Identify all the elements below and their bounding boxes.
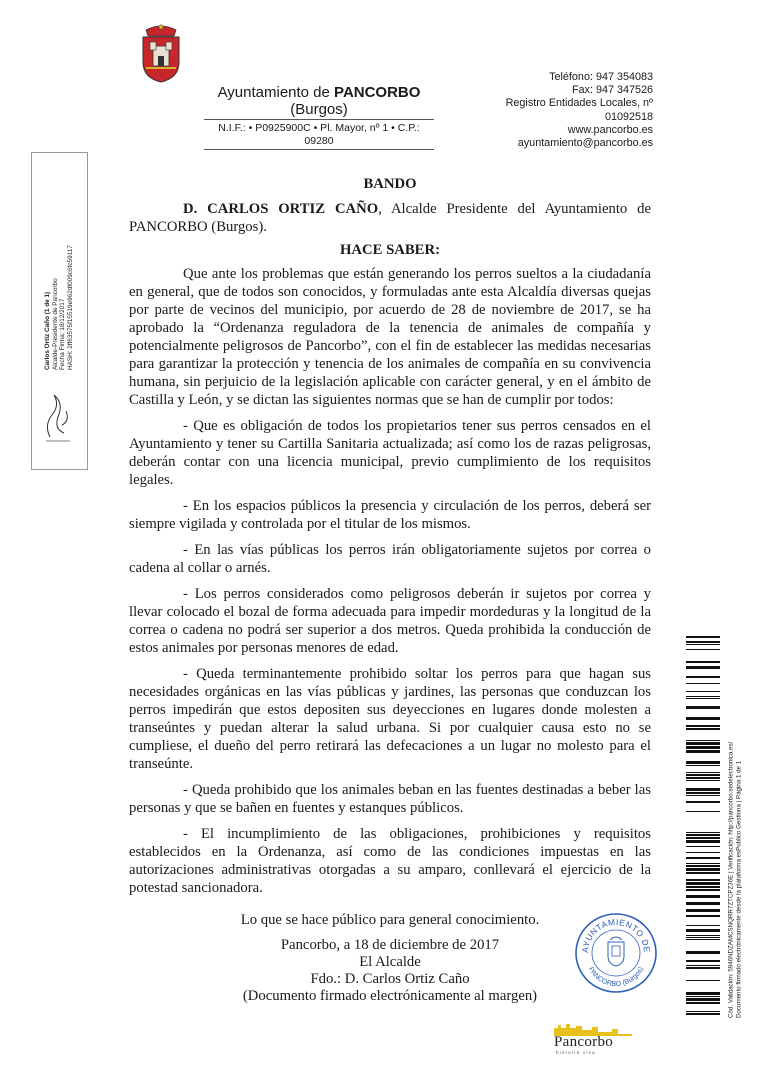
stamp-bottom-text: PANCORBO (Burgos) — [586, 966, 646, 989]
barcode-bar — [686, 902, 720, 905]
official-stamp-icon — [574, 912, 658, 994]
footer-logo-word: Pancorbo — [554, 1034, 614, 1050]
coat-of-arms-icon — [138, 22, 184, 84]
barcode-bar — [686, 937, 720, 938]
document-rule: - Queda prohibido que los animales beban en las fuentes destinadas a beber las personas y que se bañen en fuentes y estanques públicos. — [129, 782, 651, 816]
contact-email: ayuntamiento@pancorbo.es — [517, 137, 653, 150]
barcode-bar — [686, 683, 720, 684]
barcode-bar — [686, 879, 720, 881]
barcode-bar — [686, 649, 720, 650]
barcode-bar — [686, 840, 720, 843]
barcode-bar — [686, 696, 720, 697]
organization-name: Ayuntamiento de PANCORBO — [217, 84, 421, 101]
contact-website: www.pancorbo.es — [567, 123, 653, 136]
barcode-icon — [686, 636, 720, 1018]
barcode-bar — [686, 992, 720, 995]
barcode-bar — [686, 951, 720, 954]
barcode-bar — [686, 939, 720, 940]
barcode-bar — [686, 788, 720, 791]
barcode-bar — [686, 868, 720, 871]
document-rule: - En los espacios públicos la presencia y circulación de los perros, deberá ser siempre vigilada y controlada por el titular de los mismos. — [129, 498, 651, 532]
barcode-bar — [686, 772, 720, 773]
verification-line-2: Documento firmado electrónicamente desde la plataforma esPublico Gestiona | Página 1 de 1 — [735, 760, 742, 1018]
barcode-bar — [686, 872, 720, 874]
barcode-bar — [686, 774, 720, 776]
stamp-top-text: AYUNTAMIENTO DE — [579, 916, 653, 954]
barcode-bar — [686, 777, 720, 779]
svg-text:PANCORBO (Burgos) — [587, 966, 645, 988]
barcode-bar — [686, 998, 720, 1001]
barcode-bar — [686, 780, 720, 781]
document-rule: - El incumplimiento de las obligaciones, prohibiciones y requisitos establecidos en la Ordenanza, así como de las condiciones impuestas en las autorizaciones administrativas otorgadas a su amparo, conllevará el ejercicio de la potestad sancionadora. — [129, 826, 651, 896]
barcode-bar — [686, 636, 720, 638]
header-organization — [204, 84, 434, 150]
document-signoff — [129, 937, 651, 1005]
barcode-bar — [686, 765, 720, 766]
barcode-bar — [686, 960, 720, 962]
barcode-bar — [686, 641, 720, 643]
signature-hash: HASH: 2ff63575f15519e962df009c6fc59117 — [66, 245, 74, 370]
barcode-bar — [686, 728, 720, 730]
barcode-bar — [686, 801, 720, 803]
barcode-bar — [686, 889, 720, 891]
barcode-bar — [686, 886, 720, 888]
barcode-bar — [686, 929, 720, 932]
document-rule: - En las vías públicas los perros irán obligatoriamente sujetos por correa o cadena al collar o arnés. — [129, 542, 651, 576]
barcode-bar — [686, 846, 720, 847]
document-intro: D. CARLOS ORTIZ CAÑO, Alcalde Presidente del Ayuntamiento de PANCORBO (Burgos). — [129, 201, 651, 235]
verification-line-1: Cód. Validación: 5946NDZAMCSNQRR7ZTCPZ36E | Verificación: http://pancorbo.sedelectronica.es/ — [727, 741, 735, 1018]
handwritten-signature-icon — [40, 385, 76, 445]
barcode-bar — [686, 717, 720, 720]
barcode-bar — [686, 795, 720, 796]
barcode-bar — [686, 706, 720, 709]
barcode-bar — [686, 740, 720, 741]
signoff-note: (Documento firmado electrónicamente al margen) — [242, 988, 538, 1004]
barcode-bar — [686, 811, 720, 812]
footer-logo-tagline: historia viva — [556, 1050, 596, 1055]
barcode-bar — [686, 996, 720, 997]
document-rule: - Que es obligación de todos los propietarios tener sus perros censados en el Ayuntamiento y tener su Cartilla Sanitaria actualizada; así como los de razas peligrosas, deberán contar con una licencia municipal, previo cumplimiento de los requisitos legales. — [129, 418, 651, 488]
barcode-bar — [686, 935, 720, 936]
document-paragraph: Que ante los problemas que están generando los perros sueltos a la ciudadanía en general, que de todos son conocidos, y formuladas ante esta Alcaldía diversas quejas por parte de vecinos del municipio, por acuerdo de 28 de noviembre de 2017, se ha aprobado la “Ordenanza reguladora de la tenencia de animales de compañía y potencialmente peligrosos de Pancorbo”, con el fin de establecer las medidas necesarias para garantizar la protección y tenencia de los animales de compañía en su convivencia humana, sin perjuicio de la legislación aplicable con carácter general, y en el ámbito de Castilla y León, y se dictan las siguientes normas que se han de cumplir por todos: — [129, 266, 651, 408]
document-title: BANDO — [363, 176, 417, 192]
barcode-bar — [686, 882, 720, 885]
barcode-bar — [686, 666, 720, 669]
barcode-bar — [686, 1011, 720, 1012]
barcode-bar — [686, 915, 720, 917]
barcode-bar — [686, 863, 720, 864]
barcode-bar — [686, 691, 720, 692]
barcode-bar — [686, 746, 720, 749]
barcode-bar — [686, 761, 720, 764]
barcode-bar — [686, 834, 720, 836]
signature-date: Fecha Firma: 18/12/2017 — [58, 298, 66, 370]
barcode-bar — [686, 1013, 720, 1015]
footer-logo — [552, 1020, 652, 1056]
barcode-bar — [686, 965, 720, 966]
document-rule: - Los perros considerados como peligrosos deberán ir sujetos por correa y llevar colocado el bozal de forma adecuada para impedir mordeduras y la longitud de la correa o cadena no podrá ser superior a dos metros. Queda prohibida la conducción de estos animales por personas menores de edad. — [129, 586, 651, 656]
contact-registry-label: Registro Entidades Locales, nº — [505, 97, 653, 110]
document-hace-saber: HACE SABER: — [340, 242, 440, 258]
barcode-bar — [686, 865, 720, 867]
barcode-bar — [686, 742, 720, 745]
signoff-place-date: Pancorbo, a 18 de diciembre de 2017 — [280, 937, 500, 953]
barcode-bar — [686, 661, 720, 663]
contact-fax: Fax: 947 347526 — [571, 84, 653, 97]
barcode-bar — [686, 644, 720, 645]
verification-text — [724, 636, 746, 1018]
barcode-bar — [686, 852, 720, 853]
document-rule: - Queda terminantemente prohibido soltar los perros para que hagan sus necesidades orgánicas en las vías públicas y jardines, las personas que conduzcan los perros impedirán que estos depositen sus deyecciones en lugares donde molesten a transeúntes y puedan alterar la salud urbana. Si por cualquier causa esto no se cumpliese, el dueño del perro retirará las defecaciones a un lugar no molesto para el transeúnte. — [129, 666, 651, 772]
organization-nif: N.I.F.: • P0925900C • Pl. Mayor, nº 1 • C.P.: 09280 — [204, 122, 434, 150]
document-body — [129, 175, 651, 1005]
document-closing: Lo que se hace público para general conocimiento. — [240, 912, 540, 928]
signature-role: Alcalde-Presidente de Pancorbo — [50, 278, 58, 370]
barcode-bar — [686, 837, 720, 839]
barcode-bar — [686, 792, 720, 794]
header-contact — [506, 71, 653, 150]
barcode-bar — [686, 750, 720, 753]
barcode-bar — [686, 895, 720, 898]
organization-province: (Burgos) — [204, 101, 434, 120]
signoff-signed-by: Fdo.: D. Carlos Ortiz Caño — [310, 971, 470, 987]
barcode-bar — [686, 980, 720, 981]
barcode-bar — [686, 857, 720, 859]
barcode-bar — [686, 1002, 720, 1004]
barcode-bar — [686, 967, 720, 969]
signature-signer: Carlos Ortiz Caño (1 de 1) — [43, 291, 51, 370]
contact-registry-number: 01092518 — [604, 110, 653, 123]
barcode-bar — [686, 725, 720, 727]
barcode-bar — [686, 676, 720, 678]
barcode-bar — [686, 909, 720, 912]
barcode-bar — [686, 832, 720, 833]
signoff-role: El Alcalde — [359, 954, 421, 970]
contact-phone: Teléfono: 947 354083 — [549, 71, 653, 83]
barcode-bar — [686, 925, 720, 926]
barcode-bar — [686, 698, 720, 699]
